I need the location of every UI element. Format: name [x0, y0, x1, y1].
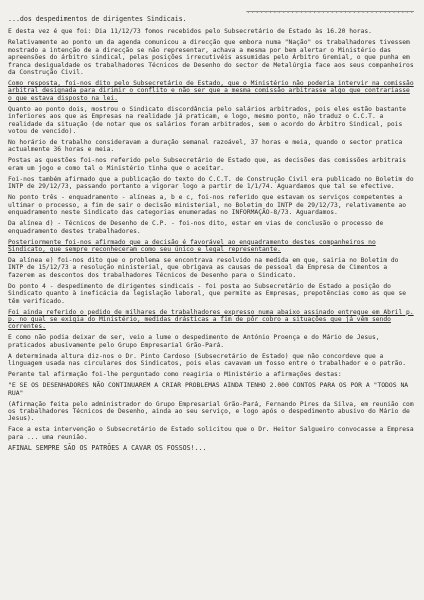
paragraph-point-two: Quanto ao ponto dois, mostrou o Sindicato discordância pelo salários arbitrados, pois eles estão bastante inferiores aos que as Empresas na realidade já praticam, e logo, mesmo ponto, não traduz o C.C.T. a realidade da situação (de notar que os salários foram arbitrados, sem o acordo do Árbitro Sindical, pois votou de vencido). — [8, 105, 407, 136]
paragraph-response: Como resposta, foi-nos dito pelo Subsecretário de Estado, que o Ministério não poderia intervir na comissão arbitral designada para dirimir o conflito e não ser que a mesma comissão arbitrasse algo que contrariasse o que estava disposto na lei. — [8, 80, 414, 102]
faded-header: ...................................... — [246, 7, 414, 15]
paragraph-point-one: Relativamente ao ponto um da agenda comunicou a direcção que embora numa "Nação" os trabalhadores tivessem mostrado a intenção de a direcção se não representar, achava a mesma por bem alertar o Ministério das apreensões do árbitro sindical, pelas posições irrecutivéis assumidas pelo Árbitro Gremial, o que punha em franca desigualdade os trabalhadores Técnicos de Desenho do sector de Metalúrgia face aos seus companheiros da Construção Civil. — [8, 39, 414, 77]
paragraph-cct-publication: Foi-nos também afirmado que a publicação do texto do C.C.T. de Construção Civil era publicado no Boletim do INTP de 29/12/73, passando portanto a vigorar logo a partir de 1/1/74. Aguardamos que tal se efective. — [8, 175, 414, 191]
paragraph-abaixo-assinado: Foi ainda referido o pedido de milhares de trabalhadores expresso numa abaixo assinado entregue em Abril p. p. no qual se exigia do Ministério, medidas drásticas a fim de pôr cobro a situações que já vêm sendo correntes. — [8, 308, 414, 331]
paragraph-intervention: Face a esta intervenção o Subsecretário de Estado solicitou que o Dr. Heitor Salgueiro convocasse a Empresa para ... uma reunião. — [8, 426, 414, 441]
paragraph-closing: AFINAL SEMPRE SÃO OS PATRÕES A CAVAR OS FOSSOS!... — [8, 443, 207, 452]
paragraph-point-three: No ponto três - enquadramento - alíneas a, b e c, foi-nos referido que estavam os serviços competentes a ultimar o processo, a fim de sair o decisão ministerial, no Boletim do INTP de 29/12/73, relativamente ao enquadramento neste Sindicato das categorias enumeradas no INFORMAÇÃO-8/73. Aguardamos. — [8, 194, 407, 217]
paragraph-point-four: Do ponto 4 - despedimento de dirigentes sindicais - foi posta ao Subsecretário de Estado a posição do Sindicato quanto à ineficácia da legislação laboral, que permite as Empresas, prepotências como as que se têm verificado. — [8, 282, 407, 305]
paragraph-alinea-d: Da alínea d) - Técnicos de Desenho de C.P. - foi-nos dito, estar em vias de conclusão o processo de enquadramento destes trabalhadores. — [8, 220, 384, 235]
paragraph-working-hours: No horário de trabalho consideravam a duração semanal razoável, 37 horas e meia, quando o sector pratica actualmente 36 horas e meia. — [8, 139, 403, 154]
paragraph-intro: ...dos despedimentos de dirigentes Sindicais. — [8, 15, 187, 23]
paragraph-alinea-e: Da alínea e) foi-nos dito que o problema se encontrava resolvido na medida em que, sairia no Boletim do INTP de 15/12/73 a resolução ministerial, que obrigava as causas de pessoal da Empresa de Cimentos a fazerem as descontos dos trabalhadores Técnicos de Desenho para o Sindicato. — [8, 256, 399, 279]
paragraph-pinto-cardoso: A determinada altura diz-nos o Dr. Pinto Cardoso (Subsecretário de Estado) que não concordeve que a linguagem usada nas circulares dos Sindicatos, pois elas cavavam um fosso entre o trabalhador e o patrão. — [8, 352, 407, 368]
paragraph-meeting-date: E desta vez é que foi: Dia 11/12/73 fomos recebidos pelo Subsecretário de Estado às 16.20 horas. — [8, 28, 372, 36]
paragraph-arbitral-decision: Postas as questões foi-nos referido pelo Subsecretário de Estado que, as decisões das comissões arbitrais eram um jogo e como tal o Ministério tinha que o aceitar. — [8, 157, 407, 172]
paragraph-enquadramento-favoravel: Posteriormente foi-nos afirmado que a decisão é favorável ao enquadramento destes companheiros no Sindicato, que sempre reconheceram como seu único e legal representante. — [8, 238, 376, 253]
paragraph-despedimento: E como não podia deixar de ser, veio a lume o despedimento de António Proença e do Mário de Jesus, praticados abusivamente pelo Grupo Empresarial Grão-Pará. — [8, 334, 380, 349]
paragraph-quote: "E SE OS DESENHADORES NÃO CONTINUAREM A CRIAR PROBLEMAS AINDA TENHO 2.000 CONTOS PARA OS POR A "TODOS NA RUA" — [8, 381, 409, 397]
paragraph-question: Perante tal afirmação foi-lhe perguntado como reagiria o Ministério a afirmações destas: — [8, 371, 342, 379]
paragraph-quote-attribution: (Afirmação feita pelo administrador do Grupo Empresarial Grão-Pará, Fernando Pires da Silva, em reunião com os trabalhadores Técnicos de Desenho, ainda ao seu serviço, e logo após o despedimento abusivo do Mário de Jesus). — [8, 400, 414, 423]
